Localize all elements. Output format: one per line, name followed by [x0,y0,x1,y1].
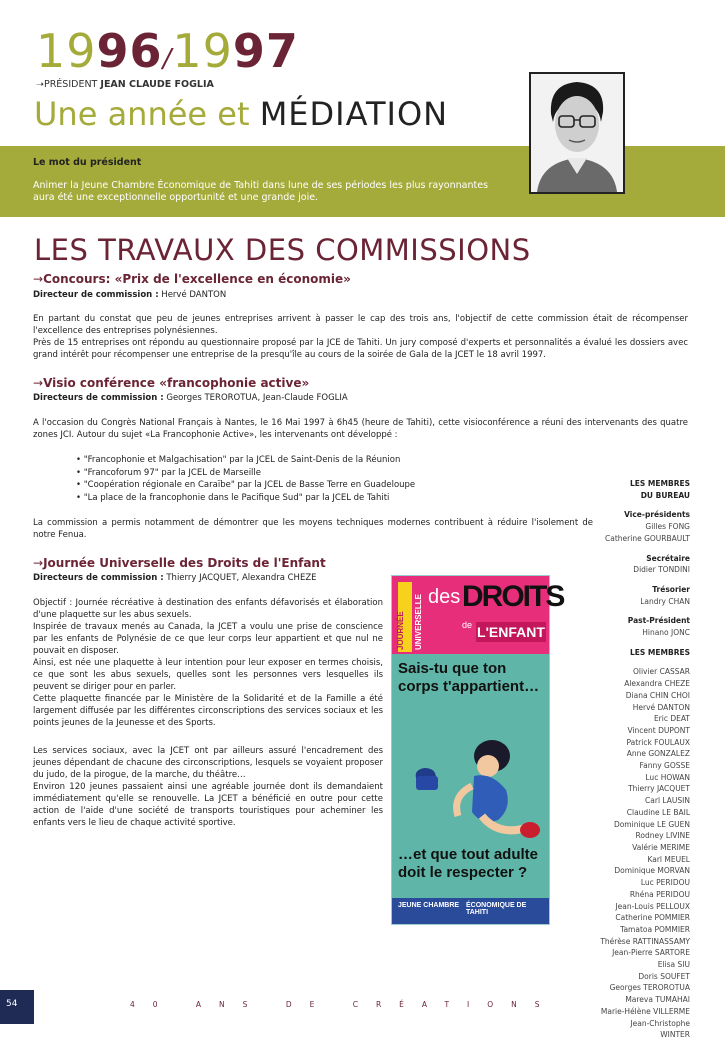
commission-1-directors: Directeur de commission : Hervé DANTON [33,290,227,300]
member-name: Dominique MORVAN [614,866,690,876]
member-name: Diana CHIN CHOI [625,690,690,700]
commission-3-title: →Journée Universelle des Droits de l'Enfant [33,556,326,570]
arrow-right-icon: → [33,272,44,286]
member-name: Hervé DANTON [632,702,690,712]
member-name: Valérie MERIME [632,842,690,852]
member-name: Thierry JACQUET [628,784,690,794]
arrow-right-icon: ➝ [36,79,44,90]
commission-3-text-2: Les services sociaux, avec la JCET ont par ailleurs assuré l'encadrement des jeunes dépendant de chacune des circonscriptions, lesquels se voyaient proposer du judo, de la pirogue, de la marche, du théâtre… Environ 120 jeunes passaient ainsi une agréable journée dont ils demandaient immédiatement qu'elle se renouvelle. La JCET a bénéficié en outre pour cette action de l'aide d'une société de transports touristiques pour acheminer les enfants vers le lieu de chaque activité sportive. [33,746,383,828]
child-illustration [402,716,542,856]
list-item: • "La place de la francophonie dans le Pacifique Sud" par la JCEL de Tahiti [76,492,596,505]
commission-1-text: En partant du constat que peu de jeunes entreprises arrivent à passer le cap des trois ans, l'objectif de cette commission était de récompenser l'excellence des entreprises polynésiennes. Près de 15 entreprises ont répondu au questionnaire proposé par la JCE de Tahiti. Un jury composé d'experts et personnalités a évalué les dossiers avec grand intérêt pour récompenser une entreprise de la presqu'île au cours de la soirée de Gala de la JCET le 18 avril 1997. [33,314,688,360]
commission-3-directors: Directeurs de commission : Thierry JACQUET, Alexandra CHEZE [33,573,317,583]
arrow-right-icon: → [33,556,44,570]
president-photo [529,72,625,194]
member-name: Anne GONZALEZ [626,749,690,759]
intro-text: Animer la Jeune Chambre Économique de Tahiti dans lune de ses périodes les plus rayonnantes aura été une exceptionnelle opportunité et une grande joie. [33,180,489,203]
commission-2-directors: Directeurs de commission : Georges TEROROTUA, Jean-Claude FOGLIA [33,393,348,403]
member-name: Jean-Pierre SARTORE [612,948,690,958]
member-name: Jean-Louis PELLOUX [615,901,690,911]
list-item: • "Francophonie et Malgachisation" par la JCEL de Saint-Denis de la Réunion [76,454,596,467]
members-list [600,666,690,1041]
member-name: Claudine LE BAIL [626,807,690,817]
commission-2-title: →Visio conférence «francophonie active» [33,376,310,390]
list-item: • "Coopération régionale en Caraïbe" par la JCEL de Basse Terre en Guadeloupe [76,479,596,492]
member-name: Luc PERIDOU [640,878,690,888]
member-name: Dominique LE GUEN [613,819,690,829]
member-name: Marie-Hélène VILLERME [600,1006,690,1016]
year-title: 1996/1997 [36,24,299,78]
member-name: Rodney LIVINE [635,831,690,841]
arrow-right-icon: → [33,376,44,390]
president-line: ➝PRÉSIDENT JEAN CLAUDE FOGLIA [36,79,214,90]
footer-tagline: 40 ANS DE CRÉATIONS [130,1000,558,1009]
intro-title: Le mot du président [33,157,142,168]
commission-2-text: A l'occasion du Congrès National Français à Nantes, le 16 Mai 1997 à 6h45 (heure de Tahiti), cette visioconférence a réuni des intervenants des quatre zones JCI. Autour du sujet «La Francophonie Active», les intervenants ont développé : [33,418,688,440]
commission-2-list [76,454,596,504]
page-number: 54 [6,999,18,1009]
member-name: Fanny GOSSE [639,761,690,771]
member-name: Elisa SIU [657,960,690,970]
member-name: Alexandra CHEZE [624,679,690,689]
commission-1-title: →Concours: «Prix de l'excellence en économie» [33,272,351,286]
member-name: Thérèse RATTINASSAMY [600,936,690,946]
commission-2-conclusion: La commission a permis notamment de démontrer que les moyens techniques modernes contribuent à réduire l'isolement de notre Fenua. [33,518,593,540]
member-name: Luc HOWAN [645,772,690,782]
member-name: Patrick FOULAUX [626,737,690,747]
member-name: Jean-Christophe WINTER [630,1018,690,1040]
headline: Une année et MÉDIATION [34,95,449,133]
list-item: • "Francoforum 97" par la JCEL de Marseille [76,467,596,480]
section-title: LES TRAVAUX DES COMMISSIONS [34,233,531,267]
member-name: Rhéna PERIDOU [629,889,690,899]
member-name: Tamatoa POMMIER [620,924,690,934]
member-name: Catherine POMMIER [615,913,690,923]
member-name: Doris SOUFET [638,971,690,981]
member-name: Olivier CASSAR [632,667,690,677]
member-name: Vincent DUPONT [627,725,690,735]
member-name: Georges TEROROTUA [609,983,690,993]
member-name: Eric DEAT [653,714,690,724]
bureau-sidebar: LES MEMBRES DU BUREAU Vice-présidents Gilles FONG Catherine GOURBAULT Secrétaire Didier TONDINI Trésorier Landry CHAN Past-Président Hinano JONC LES MEMBRES Olivier CASSAR Alexandra CHEZE Diana CHIN CHOI Hervé DANTON Eric DEAT Vincent DUPONT Patrick FOULAUX Anne GONZALEZ Fanny GOSSE Luc HOWAN Thierry JACQUET Carl LAUSIN Claudine LE BAIL Dominique LE GUEN Rodney LIVINE Valérie MERIME Karl MEUEL Dominique MORVAN Luc PERIDOU Rhéna PERIDOU Jean-Louis PELLOUX Catherine POMMIER Tamatoa POMMIER Thérèse RATTINASSAMY Jean-Pierre SARTORE Elisa SIU Doris SOUFET Georges TEROROTUA Mareva TUMAHAI Marie-Hélène VILLERME Jean-Christophe WINTER [600,479,690,1040]
member-name: Mareva TUMAHAI [625,995,690,1005]
rights-of-child-poster: JOURNÉE UNIVERSELLE des DROITS de L'ENFANT Sais-tu que ton corps t'appartient… …et que tout adulte doit le respecter ? JEUNE CHAMBRE ÉCONOMIQUE DE TAHITI [391,575,550,925]
member-name: Carl LAUSIN [645,796,690,806]
commission-3-text: Objectif : Journée récréative à destination des enfants défavorisés et élaboration d'une plaquette sur les abus sexuels. Inspirée de travaux menés au Canada, la JCET a voulu une prise de conscience par les enfants de Polynésie de ce que leur corps leur appartient et que nul ne pouvait en disposer. Ainsi, est née une plaquette à leur intention pour leur exposer en termes choisis, ce que sont les abus sexuels, quelles sont les personnes vers lesquelles ils peuvent se diriger pour en parler. Cette plaquette financée par le Ministère de la Solidarité et de la Famille a été largement diffusée par les différentes circonscriptions des services sociaux et les points jeunes de la Jeunesse et des Sports. [33,598,383,728]
member-name: Karl MEUEL [647,854,690,864]
